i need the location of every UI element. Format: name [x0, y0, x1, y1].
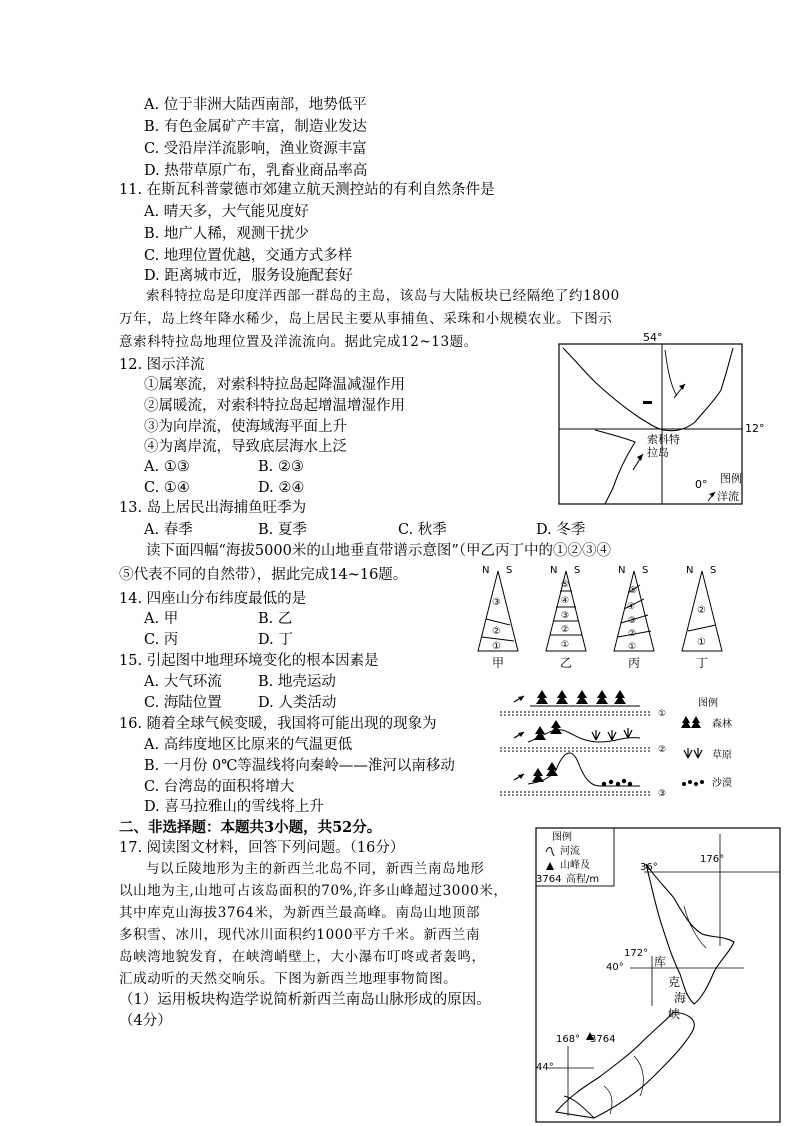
q17-passage-3: 其中库克山海拔3764米，为新西兰最高峰。南岛山地顶部: [119, 905, 481, 921]
nz-legend-title: 图例: [552, 832, 572, 843]
nz-legend-river: 河流: [560, 846, 580, 857]
q14-stem: 14. 四座山分布纬度最低的是: [119, 591, 307, 607]
q11-stem: 11. 在斯瓦科普蒙德市郊建立航天测控站的有利自然条件是: [119, 182, 495, 198]
socotra-lat0-label: 0°: [695, 478, 708, 491]
q12-option-d: D. ②④: [258, 480, 305, 496]
q13-option-b: B. 夏季: [258, 522, 307, 538]
passage2-line2: ⑤代表不同的自然带），据此完成14~16题。: [119, 567, 408, 583]
q14-option-a: A. 甲: [144, 611, 179, 627]
new-zealand-map: [534, 826, 784, 1126]
grassland-legend-icon: [684, 748, 702, 758]
q12-option-c: C. ①④: [144, 480, 190, 496]
socotra-lat12-label: 12°: [745, 422, 765, 435]
env-row-2: [500, 720, 666, 755]
passage1-line2: 万年，岛上终年降水稀少，岛上居民主要从事捕鱼、采珠和小规模农业。下图示: [119, 311, 613, 327]
nz-legend-elev: 3764: [536, 874, 562, 885]
q11-option-a: A. 晴天多，大气能见度好: [144, 204, 309, 220]
yi-zone-1: ①: [561, 640, 570, 650]
ding-zone-1: ①: [697, 637, 706, 648]
passage1-line1: 索科特拉岛是印度洋西部一群岛的主岛，该岛与大陆板块已经隔绝了约1800: [146, 288, 620, 304]
bing-zone-2: ②: [628, 629, 637, 639]
mountain-yi: [546, 565, 586, 670]
q15-option-d: D. 人类活动: [258, 695, 337, 711]
socotra-island-label-2: 拉岛: [647, 446, 669, 459]
cook-strait-char-2: 克: [668, 975, 681, 989]
bing-zone-4: ④: [627, 602, 636, 612]
nz-lon172: 172°: [624, 948, 649, 959]
cook-strait-char-3: 海: [674, 991, 687, 1005]
q17-passage-4: 多积雪、冰川，现代冰川面积约1000平方千米。新西兰南: [119, 927, 481, 943]
q13-option-d: D. 冬季: [536, 522, 586, 538]
mountain-ding: [682, 565, 722, 670]
mountain-jia: [478, 565, 518, 670]
q12-item-1: ①属寒流，对索科特拉岛起降温减湿作用: [144, 377, 405, 393]
q15-stem: 15. 引起图中地理环境变化的根本因素是: [119, 653, 379, 669]
jia-zone-1: ①: [492, 641, 501, 652]
q12-item-2: ②属暖流，对索科特拉岛起增温增湿作用: [144, 398, 405, 414]
q11-option-b: B. 地广人稀，观测干扰少: [144, 226, 309, 242]
nz-lon168: 168°: [556, 1034, 581, 1045]
peak-legend-icon: [546, 862, 554, 870]
env-row-1-number: ①: [658, 709, 667, 719]
bing-zone-1: ①: [628, 642, 637, 652]
mountain-zone-diagram: [470, 563, 730, 673]
nz-lon176: 176°: [700, 854, 725, 865]
q13-stem: 13. 岛上居民出海捕鱼旺季为: [119, 500, 307, 516]
q10-option-d: D. 热带草原广布，乳畜业商品率高: [144, 163, 368, 179]
passage2-line1: 读下面四幅“海拔5000米的山地垂直带谱示意图”（甲乙丙丁中的①②③④: [146, 543, 611, 559]
q15-option-c: C. 海陆位置: [144, 695, 222, 711]
socotra-map: [555, 330, 794, 505]
q10-option-a: A. 位于非洲大陆西南部，地势低平: [144, 97, 367, 113]
jia-n: N: [482, 565, 490, 576]
q17-stem: 17. 阅读图文材料，回答下列问题。（16分）: [119, 840, 405, 856]
passage1-line3: 意索科特拉岛地理位置及洋流流向。据此完成12~13题。: [119, 334, 478, 350]
nz-legend-peak-1: 山峰及: [560, 860, 590, 871]
nz-lat44: 44°: [536, 1062, 554, 1073]
jia-zone-2: ②: [492, 626, 501, 637]
env-legend-title: 图例: [698, 698, 718, 709]
yi-n: N: [550, 565, 558, 576]
jia-s: S: [506, 565, 513, 576]
q12-option-a: A. ①③: [144, 459, 190, 475]
q16-option-d: D. 喜马拉雅山的雪线将上升: [144, 799, 324, 815]
q17-sub1: （1）运用板块构造学说简析新西兰南岛山脉形成的原因。: [119, 992, 491, 1008]
q10-option-b: B. 有色金属矿产丰富，制造业发达: [144, 119, 367, 135]
env-row-2-number: ②: [658, 745, 667, 755]
bing-zone-3: ③: [628, 616, 637, 626]
yi-name: 乙: [560, 656, 573, 670]
legend-grassland-label: 草原: [712, 750, 732, 761]
q13-option-a: A. 春季: [144, 522, 193, 538]
desert-legend-icon: [682, 780, 704, 786]
q17-sub1-score: （4分）: [119, 1013, 172, 1029]
bing-s: S: [642, 565, 649, 576]
forest-legend-icon: [681, 716, 701, 728]
env-row-3: [500, 753, 666, 799]
nz-lat40: 40°: [606, 962, 624, 973]
q13-option-c: C. 秋季: [398, 522, 447, 538]
q16-option-b: B. 一月份 0℃等温线将向秦岭——淮河以南移动: [144, 758, 455, 774]
bing-n: N: [618, 565, 626, 576]
jia-name: 甲: [492, 656, 505, 670]
mount-cook-elevation: 3764: [590, 1034, 616, 1045]
q17-passage-1: 与以丘陵地形为主的新西兰北岛不同，新西兰南岛地形: [146, 861, 485, 877]
ding-s: S: [710, 565, 717, 576]
q16-option-a: A. 高纬度地区比原来的气温更低: [144, 737, 353, 753]
q14-option-c: C. 丙: [144, 632, 179, 648]
socotra-legend-current: 洋流: [717, 490, 739, 503]
cook-strait-char-1: 库: [654, 955, 667, 969]
q11-option-d: D. 距离城市近，服务设施配套好: [144, 268, 353, 284]
q17-passage-6: 汇成动听的天然交响乐。下图为新西兰地理事物简图。: [119, 971, 458, 987]
environment-change-diagram: [500, 680, 770, 810]
jia-zone-3: ③: [492, 597, 501, 608]
yi-zone-4: ④: [561, 596, 570, 606]
legend-desert-label: 沙漠: [712, 778, 732, 789]
q12-item-4: ④为离岸流，导致底层海水上泛: [144, 439, 347, 455]
section-heading: 二、非选择题：本题共3小题，共52分。: [119, 819, 382, 836]
socotra-island-label-1: 索科特: [647, 433, 680, 446]
nz-lat36: 36°: [640, 862, 658, 873]
q15-option-b: B. 地壳运动: [258, 674, 336, 690]
yi-zone-5: ⑤: [561, 580, 570, 590]
q12-option-b: B. ②③: [258, 459, 304, 475]
q16-stem: 16. 随着全球气候变暖，我国将可能出现的现象为: [119, 716, 437, 732]
q15-option-a: A. 大气环流: [144, 674, 222, 690]
q12-item-3: ③为向岸流，使海域海平面上升: [144, 419, 347, 435]
q14-option-b: B. 乙: [258, 611, 293, 627]
socotra-lon-label: 54°: [643, 331, 663, 344]
bing-zone-5: ⑤: [629, 586, 638, 596]
q14-option-d: D. 丁: [258, 632, 293, 648]
river-legend-icon: [546, 848, 554, 857]
q11-option-c: C. 地理位置优越，交通方式多样: [144, 248, 353, 264]
env-row-1: [500, 690, 666, 719]
q17-passage-5: 岛峡湾地貌发育，在峡湾峭壁上，大小瀑布叮咚或者轰鸣，: [119, 949, 486, 965]
bing-name: 丙: [628, 656, 641, 670]
nz-legend-peak-2: 高程/m: [566, 874, 600, 885]
q10-option-c: C. 受沿岸洋流影响，渔业资源丰富: [144, 141, 367, 157]
env-row-3-number: ③: [658, 789, 667, 799]
mountain-bing: [614, 565, 654, 670]
q12-stem: 12. 图示洋流: [119, 357, 205, 373]
q16-option-c: C. 台湾岛的面积将增大: [144, 779, 295, 795]
legend-forest-label: 森林: [712, 719, 732, 730]
socotra-legend-title: 图例: [720, 472, 742, 485]
ding-zone-2: ②: [697, 605, 706, 616]
ding-name: 丁: [696, 656, 709, 670]
cook-strait-char-4: 峡: [668, 1007, 681, 1021]
yi-zone-3: ③: [561, 611, 570, 621]
yi-s: S: [574, 565, 581, 576]
ding-n: N: [686, 565, 694, 576]
q17-passage-2: 以山地为主,山地可占该岛面积的70%,许多山峰超过3000米，: [119, 883, 508, 899]
yi-zone-2: ②: [561, 625, 570, 635]
